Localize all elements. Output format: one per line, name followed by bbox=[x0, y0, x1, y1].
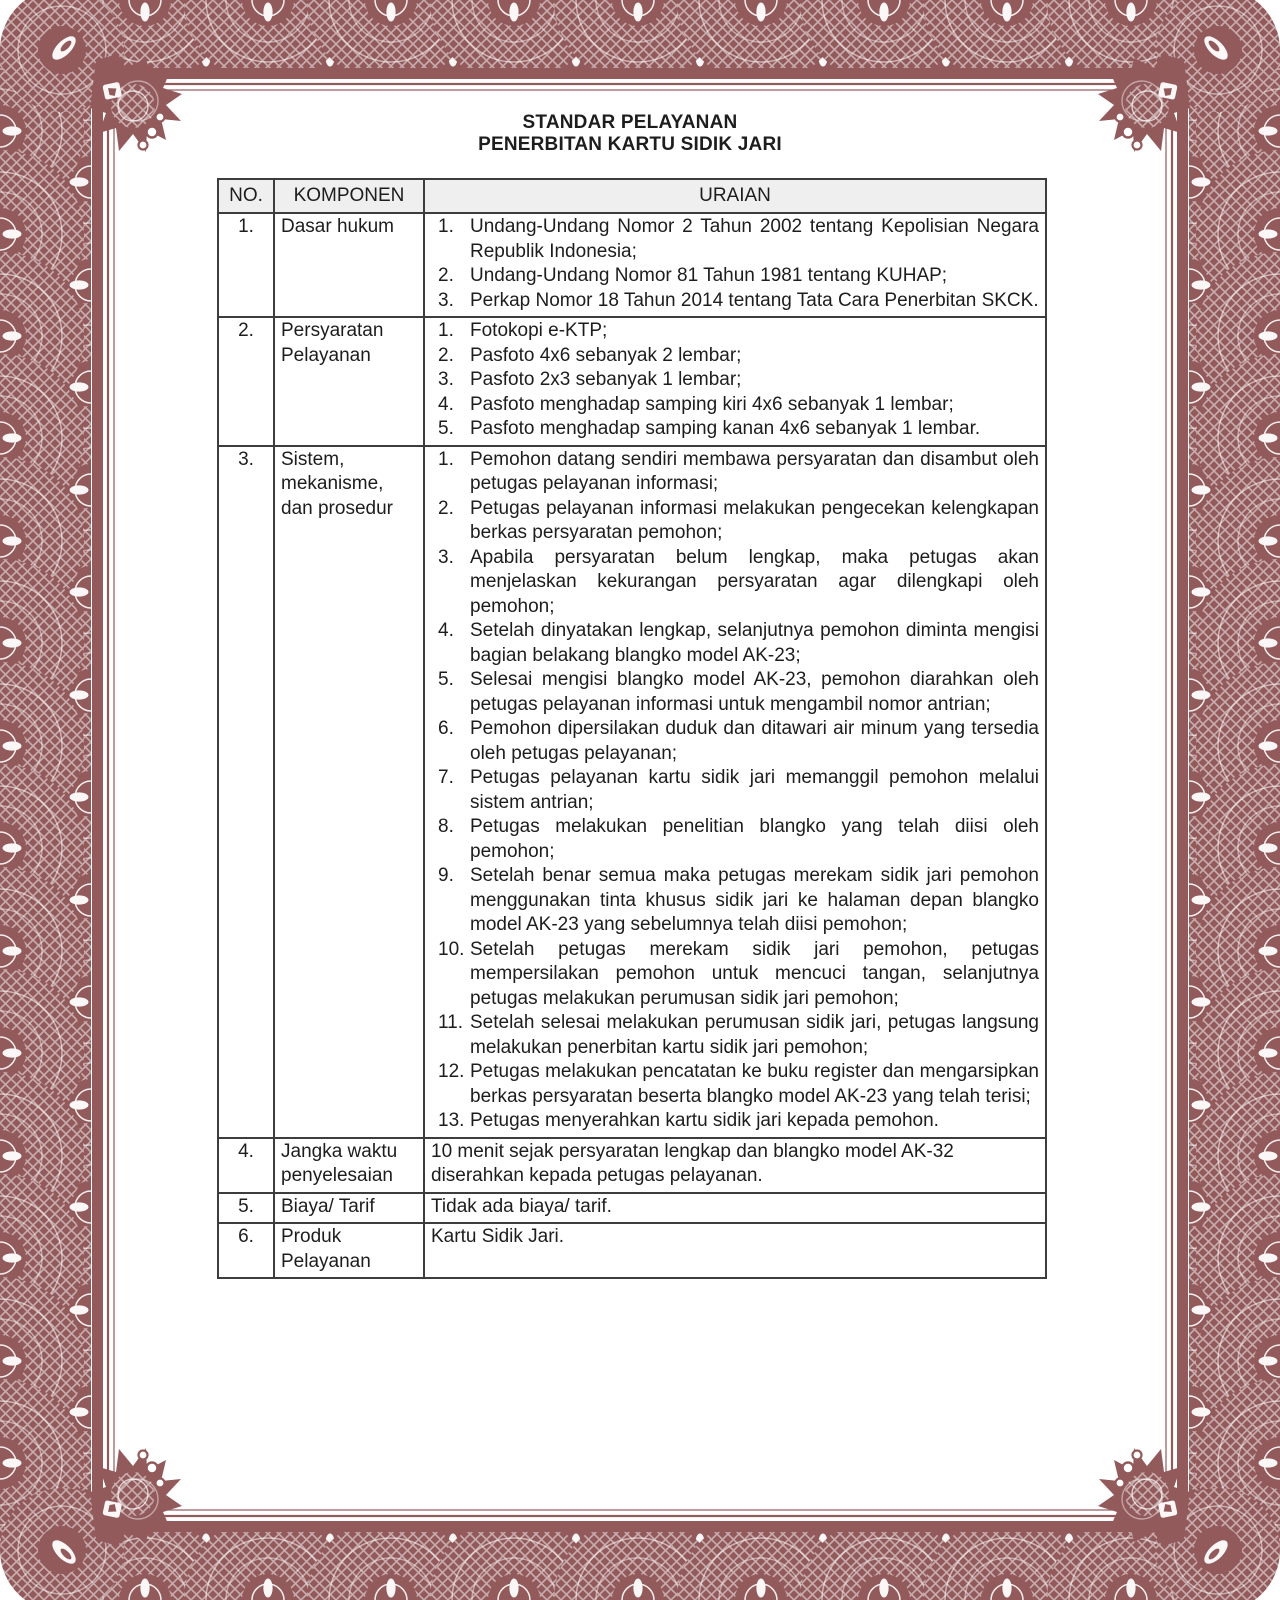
uraian-cell bbox=[424, 446, 1046, 1138]
table-row bbox=[218, 1193, 1046, 1224]
title-line-2: PENERBITAN KARTU SIDIK JARI bbox=[478, 134, 782, 155]
komponen-cell: Produk Pelayanan bbox=[274, 1223, 424, 1278]
uraian-text: Tidak ada biaya/ tarif. bbox=[431, 1195, 612, 1217]
uraian-cell bbox=[424, 317, 1046, 446]
uraian-item: Perkap Nomor 18 Tahun 2014 tentang Tata Cara Penerbitan SKCK. bbox=[470, 289, 1039, 311]
table-row bbox=[218, 317, 1046, 446]
title-line-1: STANDAR PELAYANAN bbox=[522, 112, 738, 133]
uraian-list bbox=[431, 215, 1039, 313]
komponen-cell: Sistem, mekanisme, dan prosedur bbox=[274, 446, 424, 1138]
uraian-cell bbox=[424, 1193, 1046, 1224]
komponen-cell: Jangka waktu penyelesaian bbox=[274, 1138, 424, 1193]
uraian-list bbox=[431, 448, 1039, 1134]
row-number-cell: 5. bbox=[218, 1193, 274, 1224]
uraian-item: Pemohon datang sendiri membawa persyaratan dan disambut oleh petugas pelayanan informasi; bbox=[470, 448, 1039, 494]
table-row bbox=[218, 1223, 1046, 1278]
uraian-item: Selesai mengisi blangko model AK-23, pemohon diarahkan oleh petugas pelayanan informasi untuk mengambil nomor antrian; bbox=[470, 669, 1039, 715]
komponen-cell: Persyaratan Pelayanan bbox=[274, 317, 424, 446]
col-header-uraian: URAIAN bbox=[424, 179, 1046, 213]
uraian-item: Setelah dinyatakan lengkap, selanjutnya pemohon diminta mengisi bagian belakang blangko model AK-23; bbox=[470, 620, 1039, 666]
uraian-item: Setelah selesai melakukan perumusan sidik jari, petugas langsung melakukan penerbitan kartu sidik jari pemohon; bbox=[470, 1012, 1039, 1058]
table-header-row bbox=[218, 179, 1046, 213]
uraian-item: Setelah benar semua maka petugas merekam sidik jari pemohon menggunakan tinta khusus sidik jari ke halaman depan blangko model AK-23 yang sebelumnya telah diisi pemohon; bbox=[470, 865, 1039, 935]
uraian-item: Petugas pelayanan informasi melakukan pengecekan kelengkapan berkas persyaratan pemohon; bbox=[470, 497, 1039, 543]
uraian-cell bbox=[424, 1223, 1046, 1278]
table-row bbox=[218, 1138, 1046, 1193]
uraian-item: Fotokopi e-KTP; bbox=[470, 320, 608, 341]
uraian-item: Petugas melakukan pencatatan ke buku register dan mengarsipkan berkas persyaratan beserta blangko model AK-23 yang telah terisi; bbox=[470, 1061, 1039, 1107]
uraian-text: 10 menit sejak persyaratan lengkap dan blangko model AK-32 diserahkan kepada petugas pelayanan. bbox=[431, 1140, 954, 1186]
page-title bbox=[215, 112, 1045, 156]
row-number-cell: 6. bbox=[218, 1223, 274, 1278]
row-number-cell: 3. bbox=[218, 446, 274, 1138]
table-row bbox=[218, 446, 1046, 1138]
uraian-item: Pasfoto menghadap samping kanan 4x6 sebanyak 1 lembar. bbox=[470, 418, 981, 439]
uraian-item: Petugas menyerahkan kartu sidik jari kepada pemohon. bbox=[470, 1110, 939, 1131]
service-standard-table bbox=[217, 178, 1047, 1279]
uraian-item: Pemohon dipersilakan duduk dan ditawari air minum yang tersedia oleh petugas pelayanan; bbox=[470, 718, 1039, 764]
col-header-no: NO. bbox=[218, 179, 274, 213]
uraian-item: Petugas melakukan penelitian blangko yang telah diisi oleh pemohon; bbox=[470, 816, 1039, 862]
uraian-cell bbox=[424, 213, 1046, 317]
uraian-item: Undang-Undang Nomor 2 Tahun 2002 tentang Kepolisian Negara Republik Indonesia; bbox=[470, 216, 1039, 262]
uraian-item: Setelah petugas merekam sidik jari pemohon, petugas mempersilakan pemohon untuk mencuci tangan, selanjutnya petugas melakukan perumusan sidik jari pemohon; bbox=[470, 938, 1039, 1009]
uraian-item: Undang-Undang Nomor 81 Tahun 1981 tentang KUHAP; bbox=[470, 265, 948, 286]
uraian-item: Apabila persyaratan belum lengkap, maka petugas akan menjelaskan kekurangan persyaratan agar dilengkapi oleh pemohon; bbox=[470, 546, 1039, 617]
uraian-list bbox=[431, 319, 1039, 442]
table-row bbox=[218, 213, 1046, 317]
komponen-cell: Biaya/ Tarif bbox=[274, 1193, 424, 1224]
col-header-komponen: KOMPONEN bbox=[274, 179, 424, 213]
row-number-cell: 2. bbox=[218, 317, 274, 446]
uraian-text: Kartu Sidik Jari. bbox=[431, 1226, 565, 1247]
row-number-cell: 1. bbox=[218, 213, 274, 317]
row-number-cell: 4. bbox=[218, 1138, 274, 1193]
uraian-item: Pasfoto 4x6 sebanyak 2 lembar; bbox=[470, 344, 742, 366]
komponen-cell: Dasar hukum bbox=[274, 213, 424, 317]
uraian-cell bbox=[424, 1138, 1046, 1193]
uraian-item: Pasfoto menghadap samping kiri 4x6 sebanyak 1 lembar; bbox=[470, 393, 954, 415]
uraian-item: Petugas pelayanan kartu sidik jari memanggil pemohon melalui sistem antrian; bbox=[470, 767, 1039, 813]
uraian-item: Pasfoto 2x3 sebanyak 1 lembar; bbox=[470, 369, 742, 390]
